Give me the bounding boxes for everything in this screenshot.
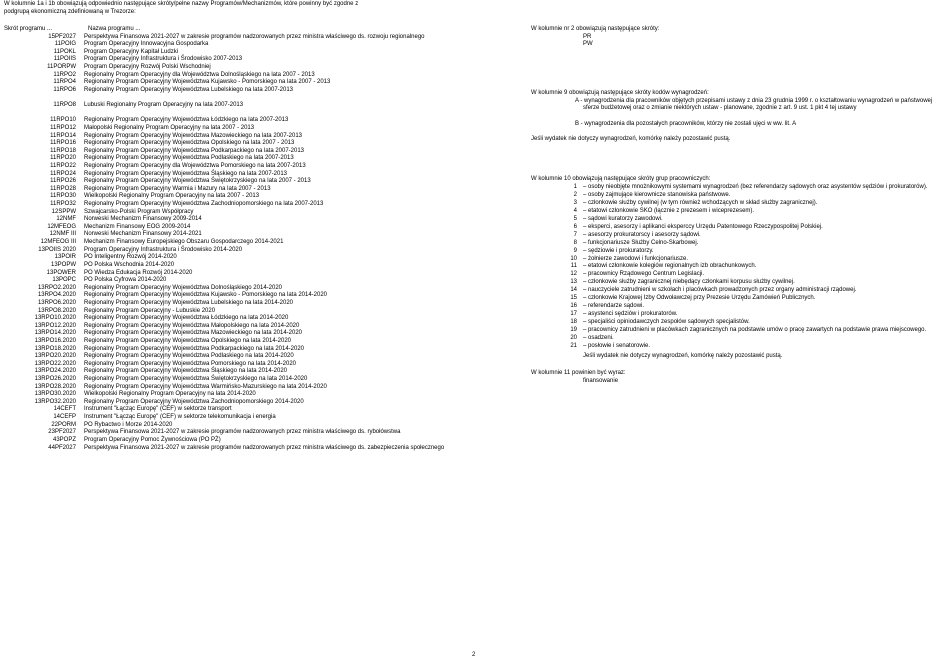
col9-intro: W kolumnie 9 obowiązują następujące skróty kodów wynagrodzeń: bbox=[531, 90, 709, 96]
table-row bbox=[4, 94, 444, 102]
table-row bbox=[4, 239, 444, 247]
program-code: 23PF2027 bbox=[48, 429, 76, 436]
table-row bbox=[4, 330, 444, 338]
table-row bbox=[4, 353, 444, 361]
table-row bbox=[4, 72, 444, 80]
program-name: Regionalny Program Operacyjny - Lubuskie 2020 bbox=[84, 307, 216, 314]
program-name: PO Rybactwo i Morze 2014-2020 bbox=[84, 421, 173, 428]
group-description: – osoby zajmujące kierownicze stanowiska państwowe. bbox=[583, 191, 731, 198]
col11-intro: W kolumnie 11 powinien być wyraz: bbox=[531, 370, 626, 376]
group-item bbox=[531, 192, 928, 200]
col11-value: finansowanie bbox=[583, 377, 619, 384]
group-number: 3 bbox=[573, 199, 577, 206]
program-name: Mechanizm Finansowy Europejskiego Obszaru Gospodarczego 2014-2021 bbox=[84, 239, 284, 246]
program-name: Regionalny Program Operacyjny Województwa Lubelskiego na lata 2007-2013 bbox=[84, 86, 294, 93]
program-code: 13RPO10.2020 bbox=[34, 315, 76, 322]
program-name: Regionalny Program Operacyjny Województwa Podlaskiego na lata 2014-2020 bbox=[84, 353, 294, 360]
group-number: 11 bbox=[570, 263, 577, 270]
table-row bbox=[4, 178, 444, 186]
table-row bbox=[4, 445, 444, 453]
program-name: Regionalny Program Operacyjny dla Województwa Dolnośląskiego na lata 2007 - 2013 bbox=[84, 71, 315, 78]
col10-section bbox=[531, 176, 928, 351]
program-name: Regionalny Program Operacyjny Województwa Podkarpackiego na lata 2014-2020 bbox=[84, 345, 305, 352]
program-name: Regionalny Program Operacyjny Województwa Pomorskiego na lata 2014-2020 bbox=[84, 360, 297, 367]
program-name: Regionalny Program Operacyjny Województwa Opolskiego na lata 2007 - 2013 bbox=[84, 140, 295, 147]
table-row bbox=[4, 414, 444, 422]
table-row bbox=[4, 64, 444, 72]
program-name: Lubuski Regionalny Program Operacyjny na lata 2007-2013 bbox=[84, 102, 244, 109]
program-code: 12NMF bbox=[56, 216, 76, 223]
program-name: Regionalny Program Operacyjny Województwa Łódzkiego na lata 2007-2013 bbox=[84, 117, 289, 124]
program-code: 13POPC bbox=[52, 277, 76, 284]
group-description: – etatowi członkowie kolegiów regionalnych izb obrachunkowych. bbox=[583, 263, 757, 270]
group-description: – osadzeni. bbox=[583, 335, 614, 342]
group-item bbox=[531, 208, 928, 216]
program-name: Program Operacyjny Pomoc Żywnościowa (PO PŻ) bbox=[84, 436, 221, 443]
program-name: PO Polska Wschodnia 2014-2020 bbox=[84, 261, 175, 268]
program-code: 13RPO26.2020 bbox=[34, 376, 76, 383]
table-row bbox=[4, 163, 444, 171]
group-number: 5 bbox=[573, 215, 577, 222]
group-item bbox=[531, 295, 928, 303]
program-code: 13RPO16.2020 bbox=[34, 337, 76, 344]
program-name: Instrument "Łącząc Europę" (CEF) w sektorze telekomunikacja i energia bbox=[84, 414, 276, 421]
group-item bbox=[531, 303, 928, 311]
col2-section bbox=[531, 26, 659, 49]
table-row bbox=[4, 155, 444, 163]
program-name: PO Polska Cyfrowa 2014-2020 bbox=[84, 277, 167, 284]
group-item bbox=[531, 279, 928, 287]
group-description: – funkcjonariusze Służby Celno-Skarbowej. bbox=[583, 239, 699, 246]
group-item bbox=[531, 287, 928, 295]
table-row bbox=[4, 56, 444, 64]
table-row bbox=[4, 292, 444, 300]
table-row bbox=[4, 429, 444, 437]
program-code: 11RPO18 bbox=[50, 147, 76, 154]
group-number: 7 bbox=[573, 231, 577, 238]
program-name: Regionalny Program Operacyjny Województwa Małopolskiego na lata 2014-2020 bbox=[84, 322, 300, 329]
program-code: 13POWER bbox=[46, 269, 76, 276]
group-number: 20 bbox=[570, 335, 577, 342]
group-number: 1 bbox=[573, 183, 577, 190]
table-row bbox=[4, 209, 444, 217]
table-row bbox=[4, 323, 444, 331]
table-row bbox=[4, 216, 444, 224]
program-code: 14CEFT bbox=[53, 406, 76, 413]
group-number: 16 bbox=[570, 303, 577, 310]
program-name: Perspektywa Finansowa 2021-2027 w zakresie programów nadzorowanych przez ministra właściwego ds. rybołówstwa bbox=[84, 429, 401, 436]
table-header-row bbox=[4, 26, 444, 34]
table-row bbox=[4, 277, 444, 285]
program-name: Regionalny Program Operacyjny Województwa Podkarpackiego na lata 2007-2013 bbox=[84, 147, 305, 154]
program-name: Wielkopolski Regionalny Program Operacyjny na lata 2007 - 2013 bbox=[84, 193, 260, 200]
header-line-1: W kolumnie 1a i 1b obowiązują odpowiednio następujące skróty/pełne nazwy Programów/Mechanizmów, które powinny być zgodne z bbox=[4, 1, 359, 7]
table-row bbox=[4, 270, 444, 278]
group-description: – osoby nieobjęte mnożnikowymi systemami wynagrodzeń (bez referendarzy sądowych oraz asystentów sędziów i prokuratorów). bbox=[583, 183, 928, 190]
program-name: PO Inteligentny Rozwój 2014-2020 bbox=[84, 254, 177, 261]
program-code: 13RPO18.2020 bbox=[34, 345, 76, 352]
group-number: 21 bbox=[570, 343, 577, 350]
program-code: 13POIR bbox=[54, 254, 76, 261]
program-code: 11RPO8 bbox=[53, 102, 76, 109]
group-item bbox=[531, 232, 928, 240]
table-row bbox=[4, 41, 444, 49]
program-code: 13RPO22.2020 bbox=[34, 360, 76, 367]
programs-table bbox=[4, 26, 444, 452]
program-name: Regionalny Program Operacyjny Województwa Lubelskiego na lata 2014-2020 bbox=[84, 299, 294, 306]
program-code: 13RPO4.2020 bbox=[37, 292, 76, 299]
program-name: Szwajcarsko-Polski Program Współpracy bbox=[84, 208, 194, 215]
program-name: Norweski Mechanizm Finansowy 2009-2014 bbox=[84, 216, 202, 223]
group-description: – asesorzy prokuratorscy i asesorzy sądowi. bbox=[583, 231, 701, 238]
table-row bbox=[4, 338, 444, 346]
table-row bbox=[4, 231, 444, 239]
table-row bbox=[4, 117, 444, 125]
program-code: 11RPO30 bbox=[50, 193, 76, 200]
group-number: 17 bbox=[570, 311, 577, 318]
table-row bbox=[4, 254, 444, 262]
program-code: 11RPO12 bbox=[50, 124, 76, 131]
group-item bbox=[531, 248, 928, 256]
program-name: Regionalny Program Operacyjny Województwa Mazowieckiego na lata 2007-2013 bbox=[84, 132, 303, 139]
table-row bbox=[4, 376, 444, 384]
group-number: 9 bbox=[573, 247, 577, 254]
table-row bbox=[4, 110, 444, 118]
program-code: 13RPO30.2020 bbox=[34, 391, 76, 398]
program-code: 12MFEOG bbox=[47, 223, 76, 230]
group-number: 15 bbox=[570, 295, 577, 302]
col9-code-a-cont: sferze budżetowej oraz o zmianie niektórych ustaw - planowane, zgodnie z art. 9 ust. 1 pkt 4 tej ustawy bbox=[583, 105, 857, 112]
program-name: Regionalny Program Operacyjny Województwa Kujawsko - Pomorskiego na lata 2014-2020 bbox=[84, 292, 328, 299]
program-name: Perspektywa Finansowa 2021-2027 w zakresie programów nadzorowanych przez ministra właściwego ds. zabezpieczenia społecznego bbox=[84, 444, 445, 451]
program-name: Regionalny Program Operacyjny Województwa Śląskiego na lata 2014-2020 bbox=[84, 368, 288, 375]
program-name: Regionalny Program Operacyjny Województwa Świętokrzyskiego na lata 2007 - 2013 bbox=[84, 178, 311, 185]
program-code: 13RPO6.2020 bbox=[37, 299, 76, 306]
program-name: Regionalny Program Operacyjny Województwa Opolskiego na lata 2014-2020 bbox=[84, 337, 292, 344]
group-number: 8 bbox=[573, 239, 577, 246]
col9-code-b: B - wynagrodzenia dla pozostałych pracowników, którzy nie zostali ujęci w ww. lit. A bbox=[575, 120, 797, 127]
program-code: 11RPO20 bbox=[50, 155, 76, 162]
program-code: 44PF2027 bbox=[48, 444, 76, 451]
table-row bbox=[4, 406, 444, 414]
table-row bbox=[4, 285, 444, 293]
program-code: 14CEFP bbox=[53, 414, 76, 421]
group-number: 14 bbox=[570, 287, 577, 294]
group-description: – członkowie służby cywilnej (w tym również wchodzących w skład służby zagranicznej). bbox=[583, 199, 818, 206]
group-description: – żołnierze zawodowi i funkcjonariusze. bbox=[583, 255, 689, 262]
program-code: 11POKL bbox=[53, 48, 76, 55]
group-item bbox=[531, 240, 928, 248]
col9-section bbox=[531, 90, 932, 144]
program-code: 11RPO28 bbox=[50, 185, 76, 192]
group-item bbox=[531, 256, 928, 264]
col10-intro: W kolumnie 10 obowiązują następujące skróty grup pracowniczych: bbox=[531, 176, 711, 182]
program-code: 11RPO6 bbox=[53, 86, 76, 93]
program-code: 11RPO32 bbox=[50, 201, 76, 208]
group-item bbox=[531, 335, 928, 343]
table-row bbox=[4, 193, 444, 201]
program-code: 11RPO24 bbox=[50, 170, 76, 177]
group-item bbox=[531, 271, 928, 279]
col9-code-a: A - wynagrodzenia dla pracowników objętych przepisami ustawy z dnia 23 grudnia 1999 r. o kształtowaniu wynagrodzeń w państwowej bbox=[575, 97, 933, 104]
page-number: 2 bbox=[472, 652, 476, 658]
group-number: 19 bbox=[570, 327, 577, 334]
table-row bbox=[4, 34, 444, 42]
table-row bbox=[4, 79, 444, 87]
program-name: Norweski Mechanizm Finansowy 2014-2021 bbox=[84, 231, 202, 238]
table-row bbox=[4, 300, 444, 308]
program-code: 11RPO16 bbox=[50, 140, 76, 147]
table-row bbox=[4, 133, 444, 141]
group-item bbox=[531, 224, 928, 232]
program-code: 13RPO14.2020 bbox=[34, 330, 76, 337]
table-row bbox=[4, 102, 444, 110]
table-row bbox=[4, 247, 444, 255]
program-name: Program Operacyjny Innowacyjna Gospodarka bbox=[84, 41, 209, 48]
table-row bbox=[4, 437, 444, 445]
group-item bbox=[531, 343, 928, 351]
program-name: Regionalny Program Operacyjny Województwa Zachodniopomorskiego na lata 2007-2013 bbox=[84, 201, 324, 208]
col2-code-pw: PW bbox=[583, 41, 593, 48]
table-row bbox=[4, 140, 444, 148]
table-row bbox=[4, 308, 444, 316]
col11-section bbox=[531, 370, 626, 385]
group-description: – sądowi kuratorzy zawodowi. bbox=[583, 215, 663, 222]
group-number: 6 bbox=[573, 223, 577, 230]
program-code: 11POIG bbox=[54, 41, 76, 48]
program-code bbox=[4, 94, 84, 102]
program-code: 12SPPW bbox=[51, 208, 76, 215]
table-row bbox=[4, 148, 444, 156]
group-description: – nauczyciele zatrudnieni w szkołach i placówkach prowadzonych przez organy administracji rządowej. bbox=[583, 287, 857, 294]
group-description: – pracownicy Rządowego Centrum Legislacji. bbox=[583, 271, 705, 278]
program-code: 13RPO8.2020 bbox=[37, 307, 76, 314]
program-code: 22PORM bbox=[51, 421, 76, 428]
col10-note: Jeśli wydatek nie dotyczy wynagrodzeń, komórkę należy pozostawić pustą. bbox=[583, 353, 783, 359]
program-code: 11RPO14 bbox=[50, 132, 76, 139]
program-code: 11RPO10 bbox=[50, 117, 76, 124]
col2-intro: W kolumnie nr 2 obowiązują następujące skróty: bbox=[531, 26, 660, 32]
program-code: 13RPO32.2020 bbox=[34, 398, 76, 405]
group-description: – referendarze sądowi. bbox=[583, 303, 645, 310]
program-code: 13RPO2.2020 bbox=[37, 284, 76, 291]
program-name: Perspektywa Finansowa 2021-2027 w zakresie programów nadzorowanych przez ministra właściwego ds. rozwoju regionalnego bbox=[84, 33, 425, 40]
program-name: Program Operacyjny Infrastruktura i Środowisko 2014-2020 bbox=[84, 246, 243, 253]
group-number: 10 bbox=[570, 255, 577, 262]
program-name: Mechanizm Finansowy EOG 2009-2014 bbox=[84, 223, 191, 230]
program-code: 11RPO22 bbox=[50, 162, 76, 169]
table-row bbox=[4, 201, 444, 209]
program-code: 11RPO4 bbox=[53, 79, 76, 86]
group-description: – asystenci sędziów i prokuratorów. bbox=[583, 311, 678, 318]
program-name: PO Wiedza Edukacja Rozwój 2014-2020 bbox=[84, 269, 193, 276]
program-code: 12MFEOG III bbox=[40, 239, 76, 246]
group-description: – specjaliści opiniodawczych zespołów sądowych specjalistów. bbox=[583, 319, 750, 326]
group-description: – eksperci, asesorzy i aplikanci eksperccy Urzędu Patentowego Rzeczypospolitej Polskiej. bbox=[583, 223, 823, 230]
group-number: 2 bbox=[573, 191, 577, 198]
program-name: Program Operacyjny Kapitał Ludzki bbox=[84, 48, 179, 55]
table-row bbox=[4, 391, 444, 399]
table-row bbox=[4, 315, 444, 323]
group-description: – etatowi członkowie SKO (łącznie z prezesem i wiceprezesem). bbox=[583, 207, 755, 214]
program-code: 13RPO24.2020 bbox=[34, 368, 76, 375]
group-item bbox=[531, 200, 928, 208]
program-code: 13RPO28.2020 bbox=[34, 383, 76, 390]
program-code: 12NMF III bbox=[49, 231, 76, 238]
col10-note-block bbox=[531, 353, 782, 361]
table-row bbox=[4, 262, 444, 270]
program-name: Regionalny Program Operacyjny Województwa Świętokrzyskiego na lata 2014-2020 bbox=[84, 376, 308, 383]
program-name: Regionalny Program Operacyjny Województwa Zachodniopomorskiego 2014-2020 bbox=[84, 398, 304, 405]
program-name: Program Operacyjny Rozwój Polski Wschodniej bbox=[84, 64, 211, 71]
program-name: Regionalny Program Operacyjny Województwa Łódzkiego na lata 2014-2020 bbox=[84, 315, 289, 322]
table-row bbox=[4, 186, 444, 194]
program-code: 11POIIS bbox=[53, 56, 76, 63]
group-description: – posłowie i senatorowie. bbox=[583, 343, 651, 350]
program-name: Regionalny Program Operacyjny Województwa Śląskiego na lata 2007-2013 bbox=[84, 170, 288, 177]
group-number: 4 bbox=[573, 207, 577, 214]
table-row bbox=[4, 384, 444, 392]
header-line-2: podgrupą ekonomiczną zdefiniowaną w Trezorze: bbox=[4, 9, 136, 15]
program-code: 43POPZ bbox=[52, 436, 76, 443]
program-code: 11PORPW bbox=[47, 64, 76, 71]
program-name: Regionalny Program Operacyjny dla Województwa Pomorskiego na lata 2007-2013 bbox=[84, 162, 306, 169]
group-item bbox=[531, 184, 928, 192]
program-name: Regionalny Program Operacyjny Województwa Podlaskiego na lata 2007-2013 bbox=[84, 155, 294, 162]
program-name: Regionalny Program Operacyjny Województwa Kujawsko - Pomorskiego na lata 2007 - 2013 bbox=[84, 79, 331, 86]
group-item bbox=[531, 311, 928, 319]
program-code: 13RPO20.2020 bbox=[34, 353, 76, 360]
table-row bbox=[4, 224, 444, 232]
program-code: 13RPO12.2020 bbox=[34, 322, 76, 329]
program-code bbox=[4, 110, 84, 118]
program-name: Regionalny Program Operacyjny Województwa Dolnośląskiego 2014-2020 bbox=[84, 284, 282, 291]
table-row bbox=[4, 87, 444, 95]
program-name: Program Operacyjny Infrastruktura i Środowisko 2007-2013 bbox=[84, 56, 243, 63]
program-code: 15PF2027 bbox=[48, 33, 76, 40]
program-code: 13POPW bbox=[50, 261, 76, 268]
group-item bbox=[531, 263, 928, 271]
program-code: 11RPO26 bbox=[50, 178, 76, 185]
group-number: 18 bbox=[570, 319, 577, 326]
group-description: – członkowie Krajowej Izby Odwoławczej przy Prezesie Urzędu Zamówień Publicznych. bbox=[583, 295, 816, 302]
table-row bbox=[4, 125, 444, 133]
program-code: 11RPO2 bbox=[53, 71, 76, 78]
group-number: 12 bbox=[570, 271, 577, 278]
group-description: – sędziowie i prokuratorzy. bbox=[583, 247, 654, 254]
program-code: 13POIIS 2020 bbox=[38, 246, 76, 253]
group-item bbox=[531, 327, 928, 335]
col-header-name: Nazwa programu ... bbox=[88, 26, 141, 32]
col2-code-pr: PR bbox=[583, 33, 592, 40]
col-header-code: Skrót programu ... bbox=[4, 26, 53, 32]
group-number: 13 bbox=[570, 279, 577, 286]
table-row bbox=[4, 368, 444, 376]
table-row bbox=[4, 422, 444, 430]
table-row bbox=[4, 399, 444, 407]
col9-note: Jeśli wydatek nie dotyczy wynagrodzeń, komórkę należy pozostawić pustą. bbox=[531, 136, 731, 143]
program-name: Małopolski Regionalny Program Operacyjny na lata 2007 - 2013 bbox=[84, 124, 255, 131]
program-name: Instrument "Łącząc Europę" (CEF) w sektorze transport bbox=[84, 406, 232, 413]
program-name: Regionalny Program Operacyjny Województwa Mazowieckiego na lata 2014-2020 bbox=[84, 330, 303, 337]
group-item bbox=[531, 216, 928, 224]
program-name: Regionalny Program Operacyjny Województwa Warmińsko-Mazurskiego na lata 2014-2020 bbox=[84, 383, 327, 390]
group-description: – pracownicy zatrudnieni w placówkach zagranicznych na podstawie umów o pracę zawartych na podstawie prawa miejscowego. bbox=[583, 327, 927, 334]
program-name: Wielkopolski Regionalny Program Operacyjny na lata 2014-2020 bbox=[84, 391, 256, 398]
group-item bbox=[531, 319, 928, 327]
program-name: Regionalny Program Operacyjny Warmia i Mazury na lata 2007 - 2013 bbox=[84, 185, 271, 192]
group-description: – członkowie służby zagranicznej niebędący członkami korpusu służby cywilnej. bbox=[583, 279, 795, 286]
table-row bbox=[4, 346, 444, 354]
